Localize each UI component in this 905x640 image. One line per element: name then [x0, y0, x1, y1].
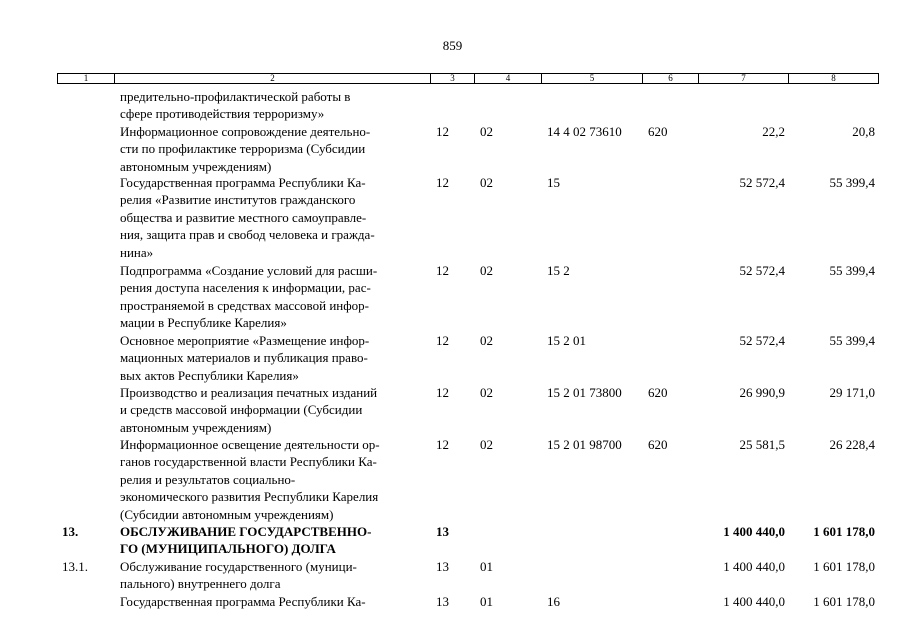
row-subsection: 02 — [480, 333, 493, 348]
row-name — [120, 123, 422, 175]
row-name — [120, 262, 422, 332]
row-name-line: мационных материалов и публикация право- — [120, 350, 368, 366]
row-name-line: нина» — [120, 244, 154, 260]
row-number: 13. — [62, 524, 79, 539]
row-name-line: экономического развития Республики Карелия — [120, 489, 379, 505]
row-amount-col7: 52 572,4 — [739, 175, 785, 190]
row-amount-col7: 1 400 440,0 — [723, 524, 785, 539]
row-name — [120, 436, 422, 523]
page-number: 859 — [442, 38, 463, 53]
row-target-code: 15 2 01 98700 — [547, 437, 622, 452]
row-name-line: Производство и реализация печатных изданий — [120, 385, 378, 400]
row-name-line: ния, защита прав и свобод человека и гражда- — [120, 227, 375, 243]
row-number: 13.1. — [62, 559, 88, 574]
header-col-7: 7 — [699, 74, 789, 83]
row-amount-col7: 22,2 — [762, 124, 785, 139]
row-name-line: релия «Развитие институтов гражданского — [120, 192, 356, 208]
row-name-line: Информационное сопровождение деятельно- — [120, 124, 371, 139]
row-amount-col7: 52 572,4 — [739, 263, 785, 278]
row-name-line: мации в Республике Карелия» — [120, 315, 287, 331]
row-section: 12 — [436, 263, 449, 278]
row-target-code: 14 4 02 73610 — [547, 124, 622, 139]
row-name-line: Информационное освещение деятельности ор- — [120, 437, 380, 452]
row-name-line: и средств массовой информации (Субсидии — [120, 402, 363, 418]
row-name — [120, 593, 422, 610]
row-name-line: пального) внутреннего долга — [120, 576, 281, 592]
row-name-line: сти по профилактике терроризма (Субсидии — [120, 141, 366, 157]
row-name-line: ганов государственной власти Республики Ка- — [120, 454, 377, 470]
row-amount-col7: 52 572,4 — [739, 333, 785, 348]
row-amount-col8: 20,8 — [852, 124, 875, 139]
row-name-line: сфере противодействия терроризму» — [120, 106, 325, 122]
row-name-line: вых актов Республики Карелия» — [120, 367, 299, 383]
row-amount-col7: 1 400 440,0 — [723, 559, 785, 574]
row-expense-type: 620 — [648, 124, 668, 139]
row-name — [120, 88, 422, 123]
header-col-6: 6 — [643, 74, 699, 83]
row-section: 12 — [436, 124, 449, 139]
row-name-line: автономным учреждениям) — [120, 158, 272, 174]
row-name-line: Государственная программа Республики Ка- — [120, 594, 366, 609]
row-target-code: 15 2 — [547, 263, 570, 278]
header-col-2: 2 — [115, 74, 431, 83]
row-expense-type: 620 — [648, 385, 668, 400]
row-name-line: ГО (МУНИЦИПАЛЬНОГО) ДОЛГА — [120, 541, 336, 557]
row-name-line: Государственная программа Республики Ка- — [120, 175, 366, 190]
row-amount-col8: 55 399,4 — [829, 175, 875, 190]
row-section: 12 — [436, 333, 449, 348]
row-name — [120, 384, 422, 436]
row-target-code: 15 — [547, 175, 560, 190]
row-amount-col8: 1 601 178,0 — [813, 524, 875, 539]
row-target-code: 16 — [547, 594, 560, 609]
row-name-line: предительно-профилактической работы в — [120, 89, 351, 104]
row-name-line: ОБСЛУЖИВАНИЕ ГОСУДАРСТВЕННО- — [120, 524, 372, 539]
row-amount-col8: 55 399,4 — [829, 263, 875, 278]
row-subsection: 02 — [480, 175, 493, 190]
row-name-line: Обслуживание государственного (муници- — [120, 559, 357, 574]
row-subsection: 01 — [480, 559, 493, 574]
header-col-5: 5 — [542, 74, 643, 83]
row-amount-col8: 26 228,4 — [829, 437, 875, 452]
row-expense-type: 620 — [648, 437, 668, 452]
header-col-3: 3 — [431, 74, 475, 83]
row-amount-col8: 29 171,0 — [829, 385, 875, 400]
row-section: 13 — [436, 594, 449, 609]
header-col-8: 8 — [831, 73, 836, 83]
row-subsection: 02 — [480, 385, 493, 400]
row-subsection: 02 — [480, 263, 493, 278]
row-subsection: 01 — [480, 594, 493, 609]
row-subsection: 02 — [480, 437, 493, 452]
row-name — [120, 174, 422, 261]
row-section: 13 — [436, 559, 449, 574]
row-amount-col7: 25 581,5 — [739, 437, 785, 452]
row-amount-col8: 1 601 178,0 — [813, 594, 875, 609]
header-col-1: 1 — [58, 74, 115, 83]
row-section: 12 — [436, 437, 449, 452]
row-amount-col8: 55 399,4 — [829, 333, 875, 348]
row-amount-col7: 26 990,9 — [739, 385, 785, 400]
row-section: 12 — [436, 175, 449, 190]
row-name-line: релия и результатов социально- — [120, 471, 296, 487]
row-subsection: 02 — [480, 124, 493, 139]
row-name — [120, 558, 422, 593]
row-section: 12 — [436, 385, 449, 400]
row-name-line: (Субсидии автономным учреждениям) — [120, 506, 334, 522]
row-amount-col8: 1 601 178,0 — [813, 559, 875, 574]
row-name-line: пространяемой в средствах массовой инфор- — [120, 297, 369, 313]
row-target-code: 15 2 01 — [547, 333, 586, 348]
header-col-4: 4 — [475, 74, 542, 83]
row-amount-col7: 1 400 440,0 — [723, 594, 785, 609]
row-target-code: 15 2 01 73800 — [547, 385, 622, 400]
row-name-line: Подпрограмма «Создание условий для расши- — [120, 263, 378, 278]
row-name-line: Основное мероприятие «Размещение инфор- — [120, 333, 370, 348]
row-name-line: общества и развитие местного самоуправле- — [120, 209, 367, 225]
row-name-line: рения доступа населения к информации, рас- — [120, 280, 371, 296]
table-header — [57, 73, 879, 84]
row-name — [120, 332, 422, 384]
row-section: 13 — [436, 524, 449, 539]
row-name-line: автономным учреждениям) — [120, 419, 272, 435]
row-name — [120, 523, 422, 558]
